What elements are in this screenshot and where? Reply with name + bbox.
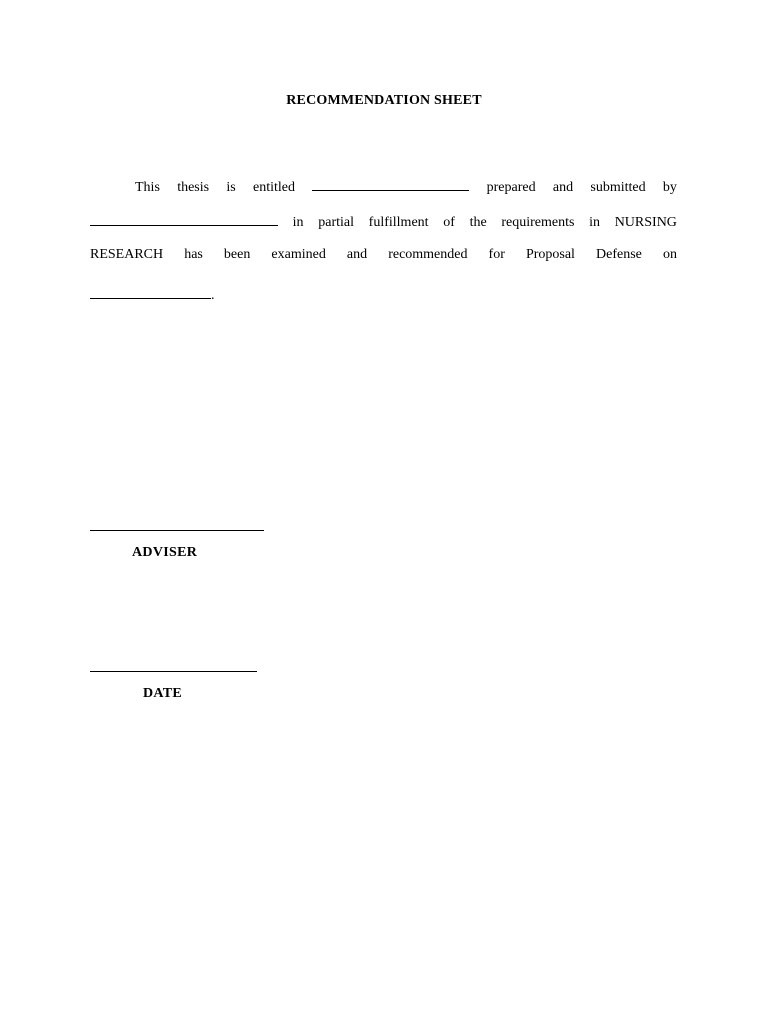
date-label: DATE — [143, 686, 183, 701]
date-signature-line[interactable] — [90, 671, 257, 672]
word: and — [346, 247, 368, 262]
paragraph-line-1 — [90, 176, 677, 196]
thesis-title-blank[interactable] — [312, 176, 469, 191]
word: in — [292, 215, 304, 230]
word: entitled — [253, 180, 296, 195]
word: thesis — [177, 180, 210, 195]
adviser-signature-line[interactable] — [90, 530, 264, 531]
word: and — [552, 180, 574, 195]
adviser-label: ADVISER — [132, 545, 198, 560]
word: been — [223, 247, 251, 262]
paragraph-line-4 — [90, 284, 215, 304]
word: partial — [318, 215, 354, 230]
word: of — [443, 215, 455, 230]
word: NURSING — [614, 215, 677, 230]
word: recommended — [388, 247, 468, 262]
word: on — [662, 247, 677, 262]
word: for — [488, 247, 505, 262]
word: examined — [271, 247, 326, 262]
defense-date-blank[interactable] — [90, 284, 211, 299]
word: This — [135, 180, 160, 195]
word: Proposal — [525, 247, 575, 262]
word: is — [226, 180, 236, 195]
word: submitted — [590, 180, 646, 195]
word: fulfillment — [368, 215, 429, 230]
word: RESEARCH — [90, 247, 164, 262]
word: requirements — [501, 215, 575, 230]
paragraph-line-3 — [90, 247, 677, 263]
word: the — [469, 215, 487, 230]
word: by — [662, 180, 677, 195]
word: has — [184, 247, 203, 262]
author-name-blank[interactable] — [90, 211, 278, 226]
word: prepared — [486, 180, 536, 195]
word: Defense — [596, 247, 642, 262]
period: . — [211, 288, 215, 303]
page-title: RECOMMENDATION SHEET — [286, 93, 482, 108]
paragraph-line-2 — [90, 211, 677, 231]
word: in — [589, 215, 601, 230]
